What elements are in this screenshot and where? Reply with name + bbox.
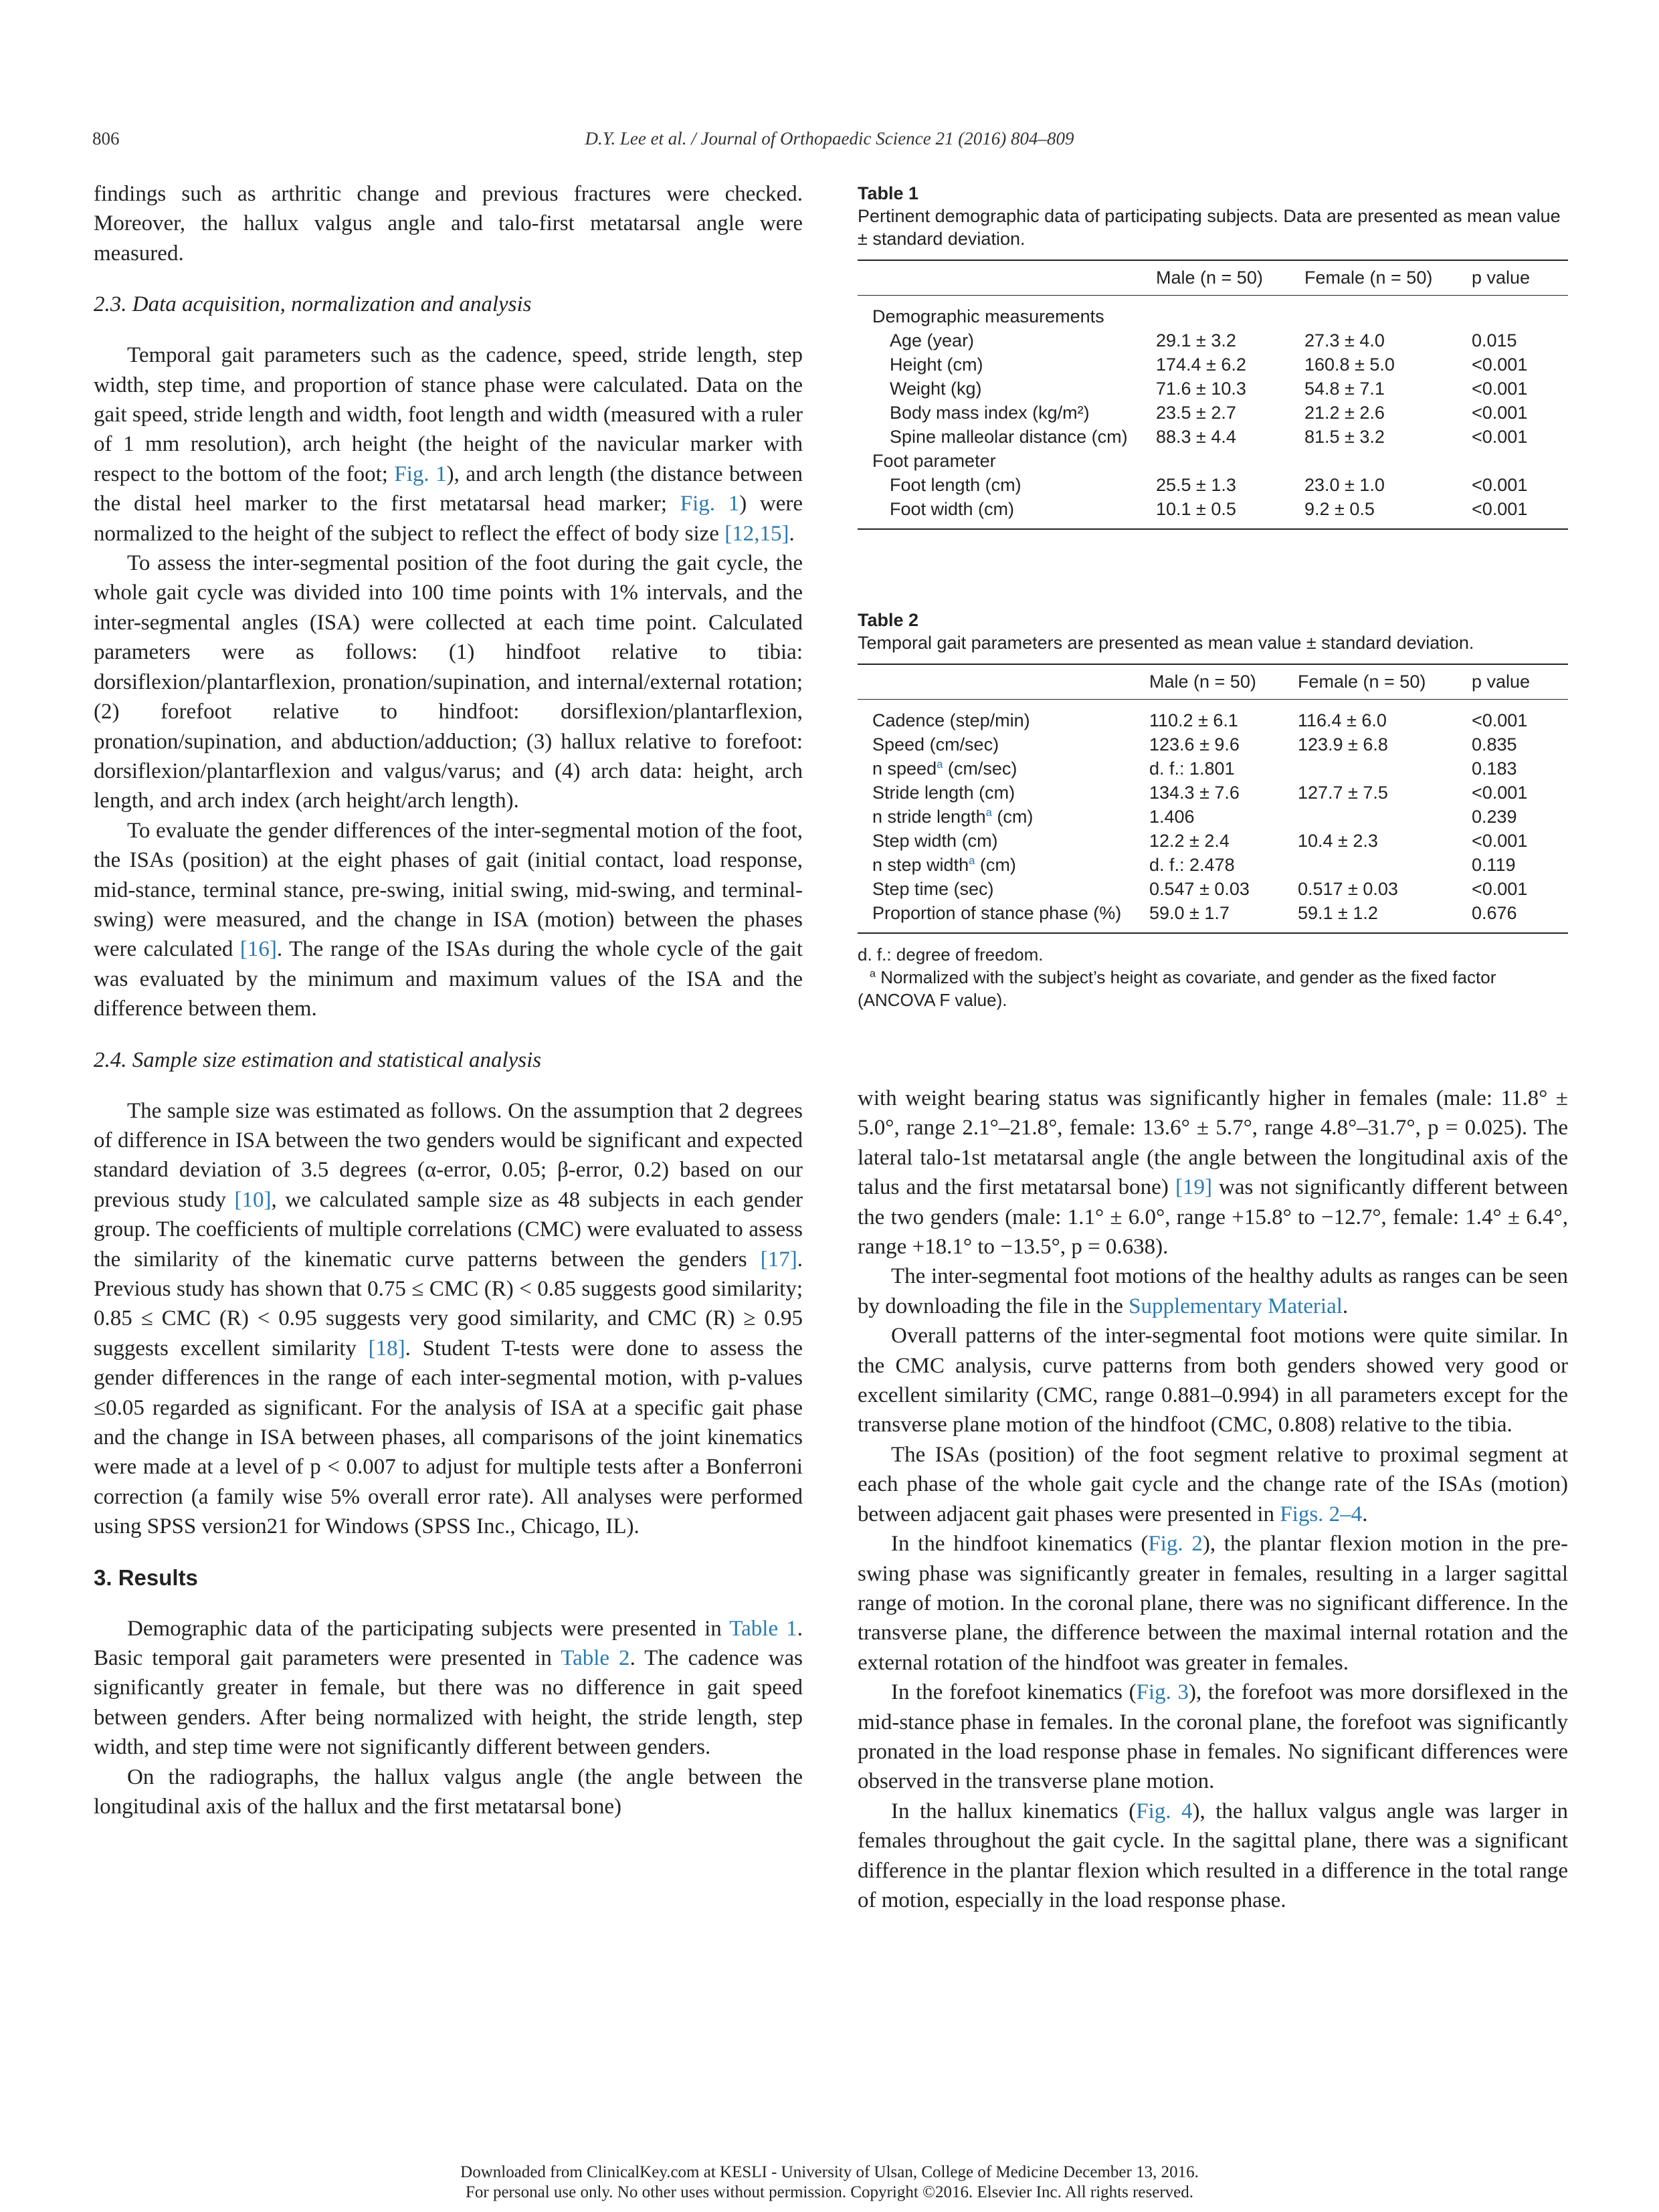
table-row [858, 700, 1568, 733]
row-label-cell: Cadence (step/min) [872, 710, 1030, 730]
table-cell [1156, 296, 1304, 329]
table-cell: 0.239 [1472, 807, 1517, 827]
table-row [858, 732, 1568, 757]
text-run: . Student T-tests were done to assess the gender differences in the range of each inter-segmental motion, with p-values ≤0.05 regarded as significant. For the analysis of ISA at a specific gait phase and the change in ISA between phases, all comparisons of the joint kinematics were made at a level of p < 0.007 to adjust for multiple tests after a Bonferroni correction (a family wise 5% overall error rate). All analyses were performed using SPSS version21 for Windows (SPSS Inc., Chicago, IL). [94, 1336, 803, 1539]
table-link[interactable]: Table 1 [729, 1616, 797, 1641]
text-run: ), the plantar flexion motion in the pre-swing phase was significantly greater in females, resulting in a larger sagittal range of motion. In the coronal plane, there was no significant difference. In the transverse plane, the difference between the maximal internal rotation and the external rotation of the hindfoot was greater in females. [858, 1532, 1569, 1675]
text-run: . Basic temporal gait parameters were presented in [94, 1616, 803, 1671]
table-header-cell: p value [1472, 664, 1568, 700]
supplementary-link[interactable]: Supplementary Material [1129, 1294, 1343, 1318]
table-row [858, 328, 1568, 353]
table-row [858, 425, 1568, 449]
text-run: In the forefoot kinematics ( [891, 1680, 1137, 1705]
table-cell: 9.2 ± 0.5 [1304, 497, 1472, 529]
running-title: D.Y. Lee et al. / Journal of Orthopaedic Science 21 (2016) 804–809 [585, 128, 1074, 148]
table-1-caption: Pertinent demographic data of participating subjects. Data are presented as mean value ± standard deviation. [858, 206, 1561, 249]
row-label-cell: Weight (kg) [890, 379, 982, 399]
table-cell: 1.406 [1149, 807, 1195, 827]
footnote-mark: a [870, 967, 876, 980]
table-row [858, 853, 1568, 877]
text-run: ), and arch length (the distance between the distal heel marker to the first metatarsal head marker; [94, 462, 803, 516]
table-cell: 27.3 ± 4.0 [1304, 330, 1385, 350]
row-label-cell: Demographic measurements [872, 306, 1104, 326]
paragraph-isas [858, 1440, 1568, 1529]
table-cell [1304, 449, 1472, 473]
table-1-block [858, 182, 1568, 530]
left-column [94, 179, 803, 1822]
row-label-cell: Step width (cm) [872, 831, 998, 851]
text-run: . [1362, 1502, 1368, 1526]
row-label-cell: Age (year) [890, 330, 975, 350]
figure-link[interactable]: Fig. 1 [680, 492, 740, 516]
citation-link[interactable]: [12,15] [724, 521, 789, 546]
row-label-cell: Proportion of stance phase (%) [858, 901, 1149, 933]
text-run: , we calculated sample size as 48 subjects in each gender group. The coefficients of multiple correlations (CMC) were evaluated to assess the similarity of the kinematic curve patterns between the genders [94, 1187, 803, 1272]
table-1 [858, 260, 1568, 530]
table-cell: <0.001 [1472, 427, 1528, 447]
page-number: 806 [92, 128, 120, 148]
table-row [858, 353, 1568, 377]
paragraph-inter-segmental: To assess the inter-segmental position of the foot during the gait cycle, the whole gait cycle was divided into 100 time points with 1% intervals, and the inter-segmental angles (ISA) were collected at each time point. Calculated parameters were as follows: (1) hindfoot relative to tibia: dorsiflexion/plantarflexion, pronation/supination, and internal/external rotation; (2) forefoot relative to hindfoot: dorsiflexion/plantarflexion, pronation/supination, and abduction/adduction; (3) hallux relative to forefoot: dorsiflexion/​plantarflexion and valgus/varus; and (4) arch data: height, arch length, and arch index (arch height/arch length). [94, 551, 803, 813]
table-header-cell: Female (n = 50) [1298, 664, 1472, 700]
figure-link[interactable]: Fig. 3 [1136, 1680, 1189, 1705]
section-heading-2-4: 2.4. Sample size estimation and statistical analysis [94, 1047, 542, 1072]
table-cell: <0.001 [1472, 355, 1528, 375]
citation-link[interactable]: [17] [760, 1247, 797, 1272]
footnote-df: d. f.: degree of freedom. [858, 944, 1044, 965]
table-cell: 0.183 [1472, 759, 1517, 779]
table-cell: <0.001 [1472, 783, 1528, 803]
text-run: . The cadence was significantly greater in female, but there was no difference in gait speed between genders. After being normalized with height, the stride length, step width, and step time were not significantly different between genders. [94, 1646, 803, 1760]
paragraph-sample-size [94, 1096, 803, 1542]
table-cell: 123.6 ± 9.6 [1149, 734, 1240, 755]
table-row [858, 901, 1568, 933]
table-header-row [858, 260, 1568, 296]
table-2-footnotes [858, 943, 1568, 1011]
table-cell [1298, 757, 1472, 781]
text-run: To evaluate the gender differences of the inter-segmental motion of the foot, the ISAs (position) at the eight phases of gait (initial contact, load response, mid-stance, terminal stance, pre-swing, initial swing, mid-swing, and terminal-swing) were measured, and the change in ISA (motion) between the phases were calculated [94, 818, 803, 962]
text-run: . [789, 521, 795, 546]
paragraph-demographic [94, 1614, 803, 1763]
download-line-1: Downloaded from ClinicalKey.com at KESLI - University of Ulsan, College of Medicine December 13, 2016. [460, 2163, 1199, 2181]
table-cell: 134.3 ± 7.6 [1149, 783, 1240, 803]
table-cell: 0.835 [1472, 734, 1517, 755]
table-cell [1298, 805, 1472, 829]
table-2-caption: Temporal gait parameters are presented as mean value ± standard deviation. [858, 633, 1474, 653]
table-cell: <0.001 [1472, 497, 1568, 529]
table-row [858, 757, 1568, 781]
table-cell: 10.1 ± 0.5 [1156, 497, 1304, 529]
download-notice [0, 2163, 1659, 2203]
text-run: Demographic data of the participating subjects were presented in [127, 1616, 730, 1641]
row-label-cell: Foot parameter [872, 451, 996, 471]
download-line-2: For personal use only. No other uses without permission. Copyright ©2016. Elsevier Inc. All rights reserved. [465, 2183, 1194, 2201]
table-2 [858, 664, 1568, 934]
paragraph-gender-differences [94, 816, 803, 1024]
table-cell: d. f.: 2.478 [1149, 855, 1235, 875]
table-cell: 0.015 [1472, 330, 1517, 350]
table-cell: 81.5 ± 3.2 [1304, 427, 1385, 447]
table-cell: 54.8 ± 7.1 [1304, 379, 1385, 399]
text-run: with weight bearing status was significantly higher in females (male: 11.8° ± 5.0°, range 2.1°–21.8°, female: 13.6° ± 5.7°, range 4.8°–31.7°, p = 0.025). The lateral talo-1st metatarsal angle (the angle between the longitudinal axis of the talus and the first metatarsal bone) [858, 1086, 1568, 1200]
table-cell [1304, 296, 1472, 329]
citation-link[interactable]: [19] [1175, 1175, 1212, 1200]
table-2-block [858, 609, 1568, 1011]
table-header-cell: Male (n = 50) [1149, 664, 1298, 700]
table-row [858, 805, 1568, 829]
table-row [858, 377, 1568, 401]
paragraph-weight-bearing [858, 1084, 1568, 1262]
table-cell: d. f.: 1.801 [1149, 759, 1235, 779]
footnote-a [858, 966, 1568, 1011]
paragraph-supplementary [858, 1262, 1568, 1321]
figure-link[interactable]: Fig. 4 [1136, 1799, 1193, 1823]
table-header-cell: Male (n = 50) [1156, 260, 1304, 296]
paragraph-overall-patterns: Overall patterns of the inter-segmental foot motions were quite similar. In the CMC analysis, curve patterns from both genders showed very good or excellent similarity (CMC, range 0.881–0.994) in all parameters except for the transverse plane motion of the hindfoot (CMC, 0.808) relative to the tibia. [858, 1324, 1568, 1437]
footnote-text: Normalized with the subject’s height as covariate, and gender as the fixed factor (ANCOVA F value). [858, 967, 1496, 1010]
text-run: Temporal gait parameters such as the cadence, speed, stride length, step width, step time, and proportion of stance phase were calculated. Data on the gait speed, stride length and width, foot length and width (measured with a ruler of 1 mm resolution), arch height (the height of the navicular marker with respect to the bottom of the foot; [94, 343, 803, 486]
row-label-cell: Spine malleolar distance (cm) [890, 427, 1128, 447]
table-cell: <0.001 [1472, 831, 1528, 851]
table-cell: 110.2 ± 6.1 [1149, 710, 1238, 730]
table-cell [1472, 296, 1568, 329]
table-cell: 59.0 ± 1.7 [1149, 901, 1298, 933]
text-run: In the hindfoot kinematics ( [891, 1532, 1149, 1556]
row-label-cell: n speed$^a$ (cm/sec) [872, 758, 1017, 779]
table-cell: <0.001 [1472, 403, 1528, 423]
figure-link[interactable]: Fig. 2 [1148, 1532, 1203, 1556]
table-cell: <0.001 [1472, 379, 1528, 399]
table-row [858, 473, 1568, 497]
table-cell: 88.3 ± 4.4 [1156, 427, 1236, 447]
table-cell: 71.6 ± 10.3 [1156, 379, 1246, 399]
table-cell: 0.547 ± 0.03 [1149, 879, 1250, 899]
table-header-cell [858, 664, 1149, 700]
citation-link[interactable]: [16] [239, 937, 277, 962]
table-row [858, 449, 1568, 473]
table-cell: 29.1 ± 3.2 [1156, 330, 1236, 350]
table-cell: 25.5 ± 1.3 [1156, 475, 1236, 495]
table-header-cell [858, 260, 1156, 296]
text-run: . The range of the ISAs during the whole cycle of the gait was evaluated by the minimum and maximum values of the ISA and the difference between them. [94, 937, 803, 1021]
table-cell: <0.001 [1472, 879, 1528, 899]
text-run: The inter-segmental foot motions of the healthy adults as ranges can be seen by downloading the file in the [858, 1264, 1568, 1318]
table-row [858, 829, 1568, 853]
text-run: ) were normalized to the height of the subject to reflect the effect of body size [94, 492, 803, 546]
table-cell: 174.4 ± 6.2 [1156, 355, 1246, 375]
row-label-cell: Foot width (cm) [858, 497, 1156, 529]
section-heading-2-3: 2.3. Data acquisition, normalization and analysis [94, 292, 532, 317]
citation-link[interactable]: [18] [368, 1336, 405, 1361]
text-run: was not significantly different between the two genders (male: 1.1° ± 6.0°, range +15.8° to −12.7°, female: 1.4° ± 6.4°, range +18.1° to −13.5°, p = 0.638). [858, 1175, 1568, 1260]
table-link[interactable]: Table 2 [561, 1646, 630, 1671]
text-run: ), the forefoot was more dorsiflexed in the mid-stance phase in females. In the coronal plane, the forefoot was significantly pronated in the load response phase in females. No significant differences were observed in the transverse plane motion. [858, 1680, 1568, 1794]
table-cell: 59.1 ± 1.2 [1298, 901, 1472, 933]
table-row [858, 296, 1568, 329]
row-label-cell: Speed (cm/sec) [872, 734, 999, 755]
table-cell: 160.8 ± 5.0 [1304, 355, 1395, 375]
row-label-cell: Height (cm) [890, 355, 983, 375]
paragraph-radiographs: On the radiographs, the hallux valgus angle (the angle between the longitudinal axis of the hallux and the first metatarsal bone) [94, 1765, 803, 1819]
text-run: ), the hallux valgus angle was larger in females throughout the gait cycle. In the sagittal plane, there was a significant difference in the plantar flexion which resulted in a difference in the total range of motion, especially in the load response phase. [858, 1799, 1568, 1912]
right-column [858, 1084, 1568, 1915]
table-cell: 23.0 ± 1.0 [1304, 475, 1385, 495]
table-cell [1298, 853, 1472, 877]
table-cell: 127.7 ± 7.5 [1298, 783, 1388, 803]
table-cell: 0.517 ± 0.03 [1298, 879, 1398, 899]
text-run: In the hallux kinematics ( [891, 1799, 1137, 1823]
paragraph-temporal-gait [94, 340, 803, 548]
table-cell: <0.001 [1472, 710, 1528, 730]
text-run: The ISAs (position) of the foot segment relative to proximal segment at each phase of the whole gait cycle and the change rate of the ISAs (motion) between adjacent gait phases were presented in [858, 1442, 1568, 1526]
table-header-row [858, 664, 1568, 700]
table-cell: 10.4 ± 2.3 [1298, 831, 1378, 851]
table-cell: <0.001 [1472, 475, 1528, 495]
text-run: The sample size was estimated as follows. On the assumption that 2 degrees of difference in ISA between the two genders would be significant and expected standard deviation of 3.5 degrees (α-error, 0.05; β-error, 0.2) based on our previous study [94, 1098, 803, 1212]
table-row [858, 401, 1568, 425]
paragraph-forefoot [858, 1678, 1568, 1797]
row-label-cell: Foot length (cm) [890, 475, 1021, 495]
figure-link[interactable]: Figs. 2–4 [1280, 1502, 1363, 1526]
table-cell: 23.5 ± 2.7 [1156, 403, 1236, 423]
table-cell [1472, 449, 1568, 473]
table-cell [1156, 449, 1304, 473]
row-label-cell: n step width$^a$ (cm) [872, 854, 1016, 875]
row-label-cell: Body mass index (kg/m²) [890, 403, 1090, 423]
text-run: . [1342, 1294, 1349, 1318]
text-run: . Previous study has shown that 0.75 ≤ CMC (R) < 0.85 suggests good similarity; 0.85 ≤ CMC (R) < 0.95 suggests very good similarity, and CMC (R) ≥ 0.95 suggests excellent similarity [94, 1247, 803, 1361]
paragraph-hindfoot [858, 1529, 1568, 1678]
table-cell: 12.2 ± 2.4 [1149, 831, 1230, 851]
section-heading-results: 3. Results [94, 1565, 198, 1590]
table-header-cell: p value [1472, 260, 1568, 296]
table-cell: 21.2 ± 2.6 [1304, 403, 1385, 423]
table-cell: 123.9 ± 6.8 [1298, 734, 1388, 755]
intro-paragraph: findings such as arthritic change and previous fractures were checked. Moreover, the hallux valgus angle and talo-first metatarsal angle were measured. [94, 182, 803, 266]
table-1-label: Table 1 [858, 183, 919, 203]
figure-link[interactable]: Fig. 1 [394, 462, 447, 486]
table-2-label: Table 2 [858, 610, 919, 630]
citation-link[interactable]: [10] [234, 1187, 272, 1212]
row-label-cell: Step time (sec) [872, 879, 994, 899]
row-label-cell: n stride length$^a$ (cm) [872, 806, 1034, 827]
paragraph-hallux [858, 1797, 1568, 1916]
row-label-cell: Stride length (cm) [872, 783, 1015, 803]
table-header-cell: Female (n = 50) [1304, 260, 1472, 296]
table-row [858, 877, 1568, 901]
table-row [858, 781, 1568, 805]
table-cell: 116.4 ± 6.0 [1298, 710, 1387, 730]
table-cell: 0.119 [1472, 855, 1516, 875]
table-row [858, 497, 1568, 529]
table-cell: 0.676 [1472, 901, 1568, 933]
